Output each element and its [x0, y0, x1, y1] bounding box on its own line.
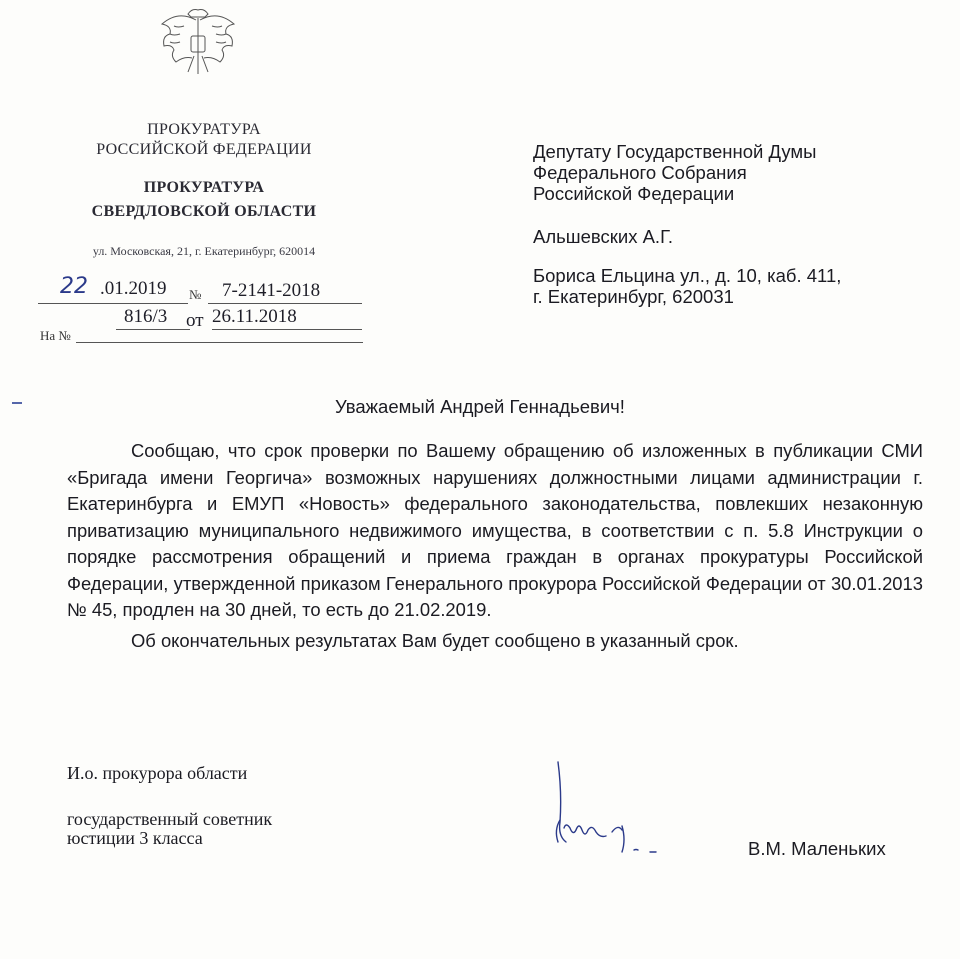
- region-line-1: ПРОКУРАТУРА: [143, 179, 265, 196]
- org-line-2: РОССИЙСКОЙ ФЕДЕРАЦИИ: [96, 141, 312, 158]
- number-underline: [208, 303, 362, 304]
- recipient-line-3: Российской Федерации: [533, 183, 735, 204]
- date-underline: [38, 303, 188, 304]
- recipient-line-1: Депутату Государственной Думы: [533, 141, 817, 162]
- signer-rank-line-2: юстиции 3 класса: [67, 828, 203, 848]
- on-no-label: На №: [40, 328, 71, 343]
- org-address: ул. Московская, 21, г. Екатеринбург, 620014: [92, 244, 316, 258]
- ref-from-label: от: [186, 310, 204, 331]
- letter-body: [67, 438, 923, 654]
- recipient-line-2: Федерального Собрания: [533, 162, 747, 183]
- ref-date-underline: [212, 329, 362, 330]
- recipient-address-2: г. Екатеринбург, 620031: [533, 286, 734, 307]
- handwritten-signature: [530, 758, 670, 868]
- ref-date: 26.11.2018: [212, 306, 297, 327]
- salutation: Уважаемый Андрей Геннадьевич!: [335, 396, 625, 417]
- region-org-name: [4, 176, 404, 224]
- ref-number: 816/3: [124, 306, 168, 327]
- org-line-1: ПРОКУРАТУРА: [147, 121, 261, 138]
- paragraph-1: Сообщаю, что срок проверки по Вашему обращению об изложенных в публикации СМИ «Бригада имени Георгича» возможных нарушениях должностными лицами администрации г. Екатеринбурга и ЕМУП «Новость» федерального законодательства, повлекших незаконную приватизацию муниципального недвижимого имущества, в соответствии с п. 5.8 Инструкции о порядке рассмотрения обращений и приема граждан в органах прокуратуры Российской Федерации, утвержденной приказом Генерального прокурора Российской Федерации от 30.01.2013 № 45, продлен на 30 дней, то есть до 21.02.2019.: [67, 440, 923, 620]
- handwritten-day: 22: [60, 274, 88, 299]
- signer-position: И.о. прокурора области: [67, 763, 248, 783]
- signer-rank: [67, 810, 272, 848]
- recipient-address-1: Бориса Ельцина ул., д. 10, каб. 411,: [533, 265, 842, 286]
- number-label: №: [189, 287, 202, 302]
- recipient-block: [533, 141, 953, 307]
- on-no-underline: [76, 342, 363, 343]
- recipient-name: Альшевских А.Г.: [533, 226, 673, 247]
- ref-number-underline: [116, 329, 190, 330]
- coat-of-arms-emblem: [158, 6, 238, 78]
- reg-date: .01.2019: [100, 278, 167, 299]
- region-line-2: СВЕРДЛОВСКОЙ ОБЛАСТИ: [91, 203, 317, 220]
- org-name: [4, 120, 404, 160]
- reg-number: 7-2141-2018: [222, 280, 321, 301]
- signer-name: В.М. Маленьких: [748, 838, 886, 859]
- paragraph-2: Об окончательных результатах Вам будет сообщено в указанный срок.: [131, 629, 739, 651]
- signer-rank-line-1: государственный советник: [67, 809, 273, 829]
